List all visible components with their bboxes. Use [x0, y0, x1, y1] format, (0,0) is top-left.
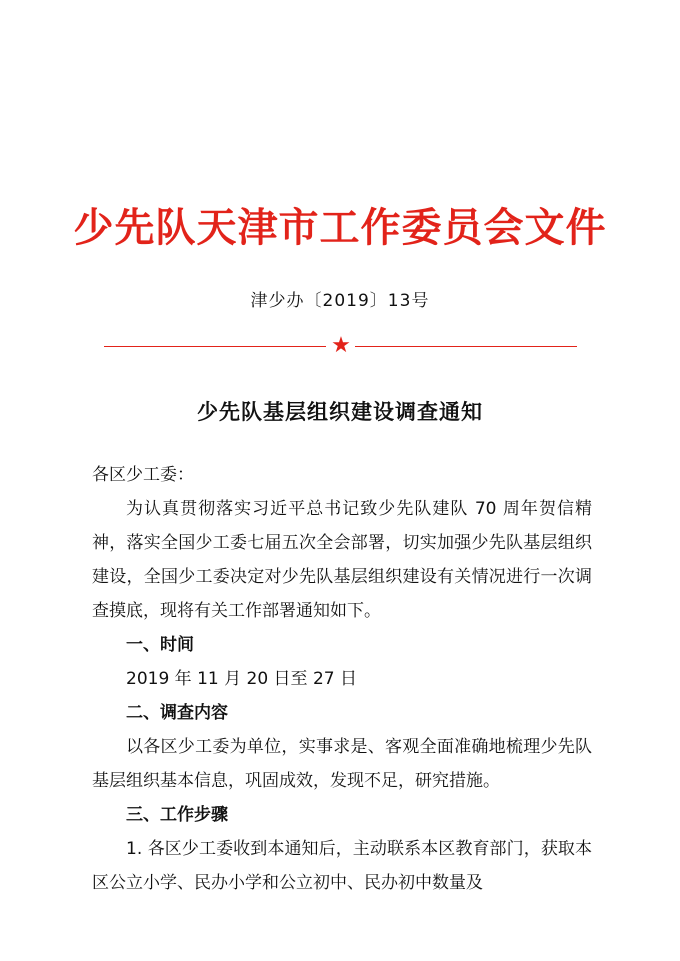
salutation: 各区少工委： [92, 465, 194, 485]
red-divider [104, 333, 577, 358]
section-heading-time: 一、时间 [126, 635, 194, 655]
document-number: 津少办〔2019〕13号 [250, 291, 430, 311]
section-text-content: 以各区少工委为单位，实事求是、客观全面准确地梳理少先队基层组织基本信息，巩固成效，发现不足，研究措施。 [92, 737, 592, 791]
section-text-time: 2019 年 11 月 20 日至 27 日 [126, 669, 357, 689]
document-header-title: 少先队天津市工作委员会文件 [73, 204, 607, 251]
section-heading-content: 二、调查内容 [126, 703, 228, 723]
section-text-steps-item1: 1. 各区少工委收到本通知后，主动联系本区教育部门，获取本区公立小学、民办小学和公立初中、民办初中数量及 [92, 839, 592, 893]
section-heading-steps: 三、工作步骤 [126, 805, 228, 825]
divider-line-right [355, 346, 577, 347]
document-body [92, 458, 592, 900]
star-icon: ★ [331, 333, 351, 358]
divider-line-left [104, 346, 326, 347]
notice-title: 少先队基层组织建设调查通知 [197, 399, 483, 424]
intro-paragraph: 为认真贯彻落实习近平总书记致少先队建队 70 周年贺信精神，落实全国少工委七届五次全会部署，切实加强少先队基层组织建设，全国少工委决定对少先队基层组织建设有关情况进行一次调查摸底，现将有关工作部署通知如下。 [92, 499, 592, 621]
